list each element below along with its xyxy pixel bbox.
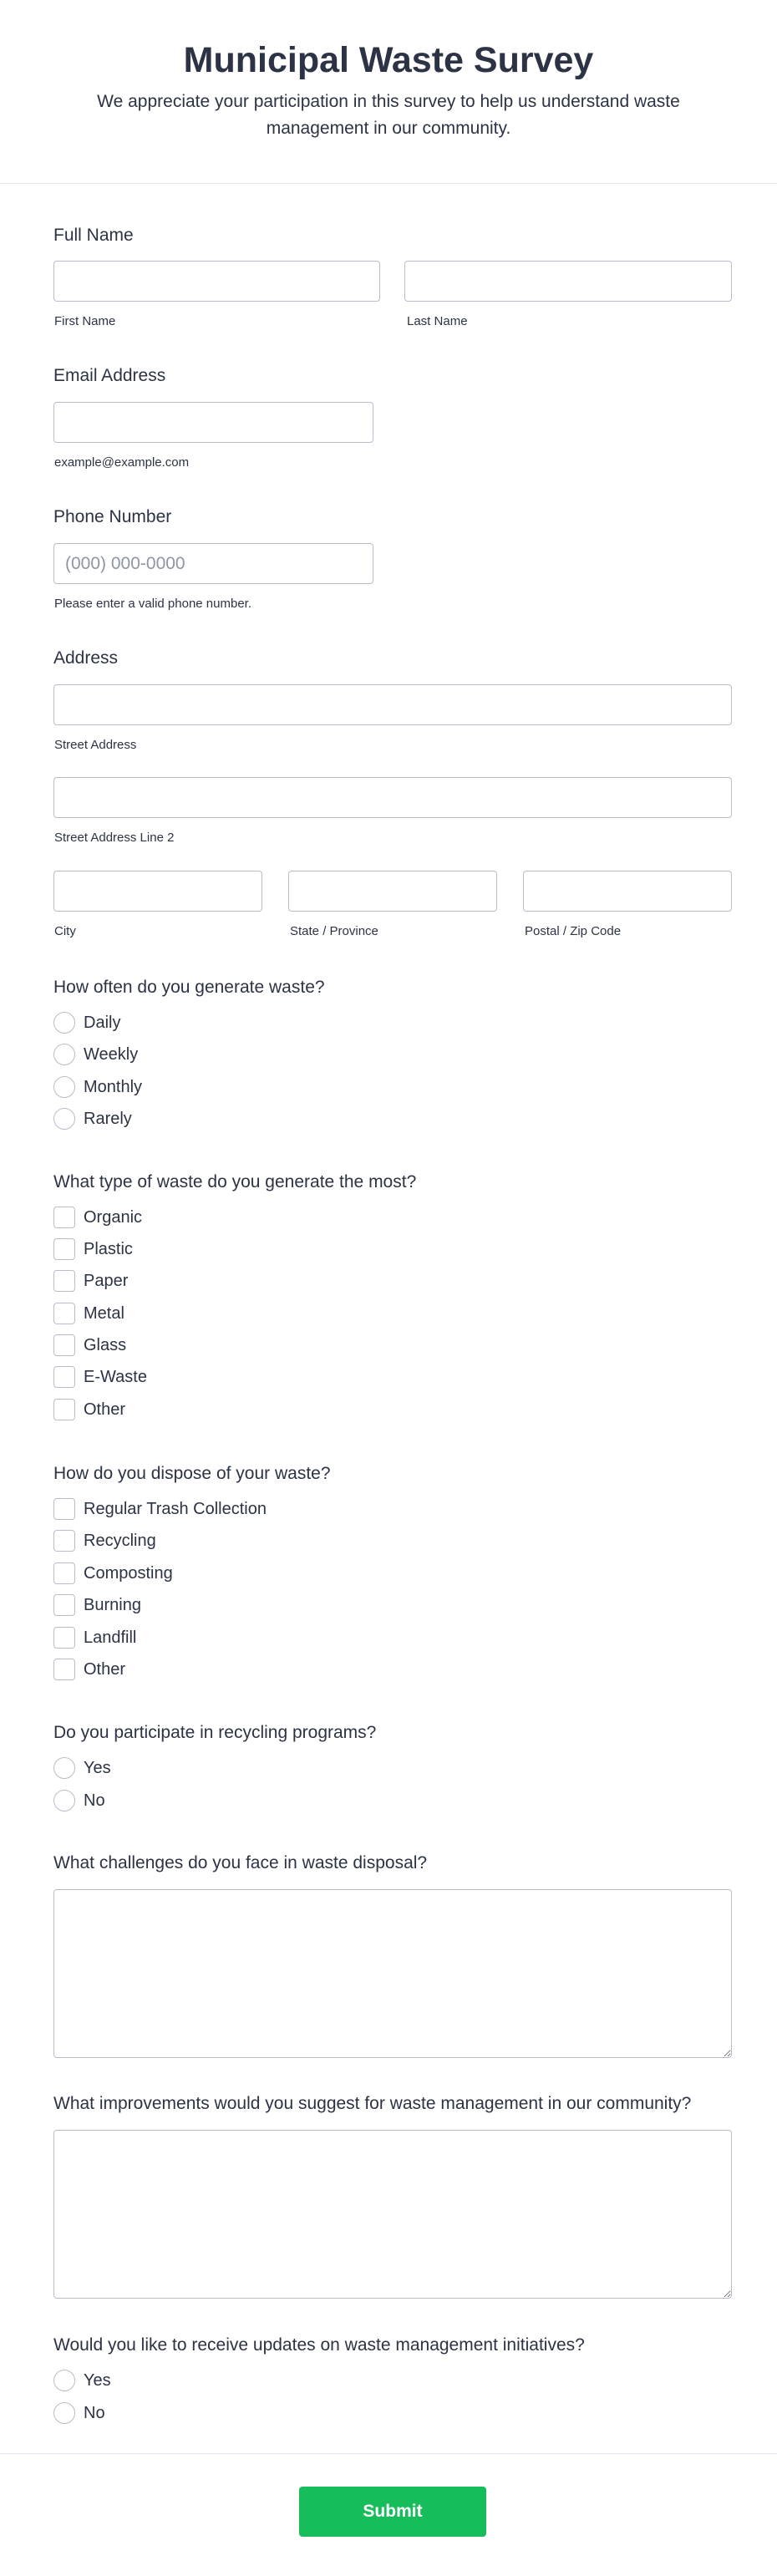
- full-name-label: Full Name: [53, 226, 134, 245]
- checkbox[interactable]: [53, 1627, 75, 1649]
- radio-button[interactable]: [53, 1757, 75, 1779]
- waste-type-option-organic[interactable]: Organic: [53, 1205, 142, 1230]
- checkbox[interactable]: [53, 1594, 75, 1616]
- street-address-line2-input[interactable]: [53, 777, 732, 818]
- zip-sublabel: Postal / Zip Code: [525, 924, 622, 938]
- state-input[interactable]: [288, 871, 497, 912]
- waste-type-option-metal[interactable]: Metal: [53, 1301, 124, 1326]
- radio-button[interactable]: [53, 2402, 75, 2424]
- address-label: Address: [53, 648, 119, 668]
- submit-button[interactable]: Submit: [299, 2487, 486, 2537]
- challenges-field: [53, 1853, 732, 2062]
- waste-type-option-e-waste[interactable]: E-Waste: [53, 1364, 147, 1390]
- checkbox[interactable]: [53, 1303, 75, 1324]
- waste-type-option-paper[interactable]: Paper: [53, 1268, 128, 1293]
- frequency-option-rarely[interactable]: Rarely: [53, 1106, 132, 1131]
- radio-button[interactable]: [53, 2370, 75, 2391]
- recycling-option-yes[interactable]: Yes: [53, 1755, 111, 1781]
- radio-button[interactable]: [53, 1790, 75, 1811]
- disposal-option-landfill[interactable]: Landfill: [53, 1625, 136, 1650]
- frequency-option-weekly[interactable]: Weekly: [53, 1042, 138, 1067]
- frequency-label: How often do you generate waste?: [53, 978, 325, 997]
- form-header: [0, 0, 777, 184]
- first-name-sublabel: First Name: [54, 314, 116, 328]
- radio-button[interactable]: [53, 1044, 75, 1065]
- email-field: [53, 366, 732, 475]
- updates-option-yes[interactable]: Yes: [53, 2368, 111, 2393]
- form-description: We appreciate your participation in this survey to help us understand waste management in our community.: [97, 92, 680, 138]
- email-sublabel: example@example.com: [54, 455, 190, 470]
- first-name-input[interactable]: [53, 261, 380, 302]
- city-input[interactable]: [53, 871, 262, 912]
- disposal-option-composting[interactable]: Composting: [53, 1561, 173, 1586]
- address-field: [53, 648, 732, 941]
- updates-label: Would you like to receive updates on waste management initiatives?: [53, 2335, 585, 2355]
- state-sublabel: State / Province: [290, 924, 378, 938]
- checkbox[interactable]: [53, 1238, 75, 1260]
- zip-input[interactable]: [523, 871, 732, 912]
- city-sublabel: City: [54, 924, 76, 938]
- full-name-field: [53, 226, 732, 334]
- phone-label: Phone Number: [53, 507, 172, 526]
- last-name-input[interactable]: [404, 261, 732, 302]
- disposal-option-other[interactable]: Other: [53, 1657, 125, 1682]
- recycling-option-no[interactable]: No: [53, 1788, 105, 1813]
- disposal-field: [53, 1464, 732, 1689]
- checkbox[interactable]: [53, 1659, 75, 1680]
- checkbox[interactable]: [53, 1562, 75, 1584]
- waste-type-option-plastic[interactable]: Plastic: [53, 1237, 133, 1262]
- disposal-option-regular-trash[interactable]: Regular Trash Collection: [53, 1496, 267, 1522]
- frequency-option-monthly[interactable]: Monthly: [53, 1075, 142, 1100]
- street-address-input[interactable]: [53, 684, 732, 725]
- last-name-sublabel: Last Name: [407, 314, 468, 328]
- street-address-line2-sublabel: Street Address Line 2: [54, 831, 175, 845]
- disposal-option-recycling[interactable]: Recycling: [53, 1528, 156, 1553]
- challenges-label: What challenges do you face in waste disposal?: [53, 1853, 428, 1872]
- email-input[interactable]: [53, 402, 373, 443]
- challenges-textarea[interactable]: [53, 1889, 732, 2058]
- waste-type-option-other[interactable]: Other: [53, 1397, 125, 1422]
- checkbox[interactable]: [53, 1399, 75, 1420]
- phone-field: [53, 507, 732, 616]
- updates-field: [53, 2335, 732, 2436]
- waste-type-field: [53, 1172, 732, 1431]
- checkbox[interactable]: [53, 1530, 75, 1552]
- checkbox[interactable]: [53, 1207, 75, 1228]
- phone-sublabel: Please enter a valid phone number.: [54, 597, 251, 611]
- updates-option-no[interactable]: No: [53, 2401, 105, 2426]
- checkbox[interactable]: [53, 1270, 75, 1292]
- radio-button[interactable]: [53, 1108, 75, 1130]
- improvements-textarea[interactable]: [53, 2130, 732, 2299]
- waste-type-option-glass[interactable]: Glass: [53, 1333, 126, 1358]
- recycling-field: [53, 1723, 732, 1823]
- street-address-sublabel: Street Address: [54, 738, 137, 752]
- disposal-label: How do you dispose of your waste?: [53, 1464, 331, 1483]
- form-title: Municipal Waste Survey: [183, 40, 594, 80]
- frequency-field: [53, 978, 732, 1136]
- recycling-label: Do you participate in recycling programs?: [53, 1723, 377, 1742]
- disposal-option-burning[interactable]: Burning: [53, 1593, 141, 1618]
- radio-button[interactable]: [53, 1012, 75, 1034]
- email-label: Email Address: [53, 366, 166, 385]
- checkbox[interactable]: [53, 1498, 75, 1520]
- checkbox[interactable]: [53, 1334, 75, 1356]
- improvements-field: [53, 2094, 732, 2303]
- frequency-option-daily[interactable]: Daily: [53, 1010, 120, 1035]
- waste-type-label: What type of waste do you generate the most?: [53, 1172, 417, 1191]
- phone-input[interactable]: [53, 543, 373, 584]
- checkbox[interactable]: [53, 1366, 75, 1388]
- improvements-label: What improvements would you suggest for waste management in our community?: [53, 2094, 692, 2113]
- radio-button[interactable]: [53, 1076, 75, 1098]
